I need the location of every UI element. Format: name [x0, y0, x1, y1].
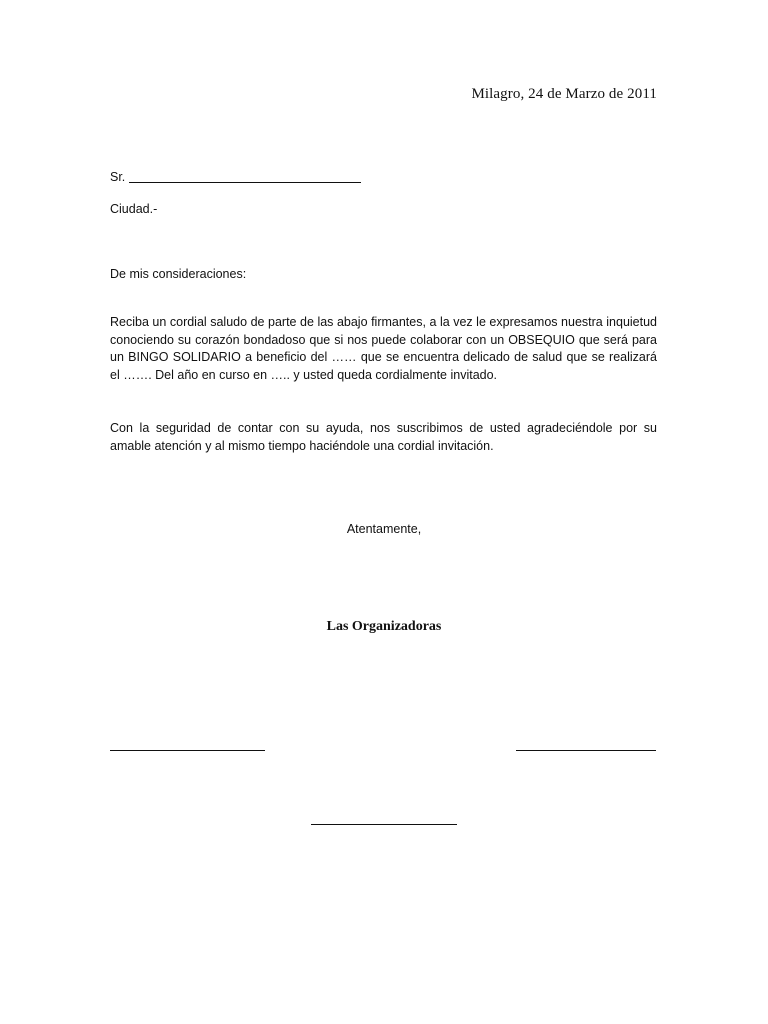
- greeting: De mis consideraciones:: [110, 267, 247, 281]
- addressee-prefix: Sr.: [110, 170, 126, 184]
- addressee-blank-line: [129, 182, 361, 183]
- signature-line-center: [311, 824, 457, 825]
- letter-date: Milagro, 24 de Marzo de 2011: [471, 86, 657, 102]
- closing: Atentamente,: [346, 522, 422, 536]
- body-paragraph-1: Reciba un cordial saludo de parte de las abajo firmantes, a la vez le expresamos nuestra inquietud conociendo su corazón bondadoso que si nos puede colaborar con un OBSEQUIO que será para un BINGO SOLIDARIO a beneficio del …… que se encuentra delicado de salud que se realizará el ……. Del año en curso en ….. y usted queda cordialmente invitado.: [110, 315, 657, 382]
- signature-line-right: [516, 750, 656, 751]
- addressee-line: [110, 170, 361, 184]
- signatory: Las Organizadoras: [326, 619, 442, 634]
- city-line: Ciudad.-: [110, 202, 158, 216]
- body-paragraph-2: Con la seguridad de contar con su ayuda, nos suscribimos de usted agradeciéndole por su amable atención y al mismo tiempo haciéndole una cordial invitación.: [110, 421, 657, 453]
- signature-line-left: [110, 750, 265, 751]
